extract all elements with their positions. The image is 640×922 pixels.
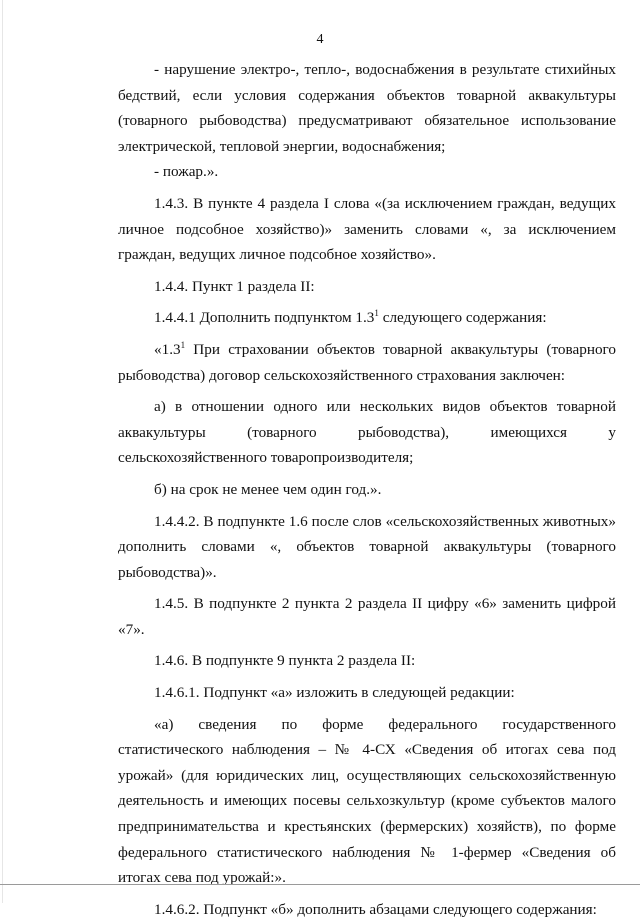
scan-edge — [2, 0, 3, 903]
paragraph-2: - пожар.». — [154, 163, 219, 181]
paragraph-4: 1.4.4. Пункт 1 раздела II: — [154, 277, 315, 295]
paragraph-8: б) на срок не менее чем один год.». — [154, 480, 382, 498]
paragraph-10: 1.4.5. В подпункте 2 пункта 2 раздела II цифру «6» заменить цифрой «7». — [118, 595, 616, 638]
paragraph-5-sup: 1 — [374, 308, 379, 319]
paragraph-12: 1.4.6.1. Подпункт «а» изложить в следующей редакции: — [154, 684, 515, 702]
paragraph-6-tail: При страховании объектов товарной аквакультуры (товарного рыбоводства) договор сельскохозяйственного страхования заключен: — [118, 340, 616, 384]
paragraph-6-text: «1.3 — [154, 340, 181, 358]
paragraph-6-sup: 1 — [180, 339, 186, 350]
paragraph-9: 1.4.4.2. В подпункте 1.6 после слов «сельскохозяйственных животных» дополнить словами «, объектов товарной аквакультуры (товарного рыбоводства)». — [118, 512, 616, 581]
paragraph-11: 1.4.6. В подпункте 9 пункта 2 раздела II: — [154, 652, 416, 670]
bottom-rule — [0, 884, 640, 885]
paragraph-1: - нарушение электро-, тепло-, водоснабжения в результате стихийных бедствий, если условия содержания объектов товарной аквакультуры (товарного рыбоводства) предусматривают обязательное использование электрической, тепловой энергии, водоснабжения; — [118, 61, 616, 155]
paragraph-5-tail: следующего содержания: — [378, 309, 547, 327]
paragraph-7: а) в отношении одного или нескольких видов объектов товарной аквакультуры (товарного рыбоводства), имеющихся у сельскохозяйственного товаропроизводителя; — [118, 398, 616, 467]
paragraph-3: 1.4.3. В пункте 4 раздела I слова «(за исключением граждан, ведущих личное подсобное хозяйство)» заменить словами «, за исключением граждан, ведущих личное подсобное хозяйство». — [118, 194, 616, 264]
document-body — [118, 57, 616, 922]
paragraph-5 — [118, 305, 616, 331]
paragraph-13: «а) сведения по форме федерального государственного статистического наблюдения – № 4-СХ «Сведения об итогах сева под урожай» (для юридических лиц, осуществляющих сельскохозяйственную деятельность и имеющих посевы сельхозкультур (кроме субъектов малого предпринимательства и крестьянских (фермерских) хозяйств), по форме федерального статистического наблюдения № 1-фермер «Сведения об итогах сева под урожай:». — [118, 715, 616, 887]
page-number: 4 — [316, 32, 324, 47]
paragraph-14: 1.4.6.2. Подпункт «б» дополнить абзацами следующего содержания: — [154, 900, 597, 918]
paragraph-6 — [118, 337, 616, 388]
paragraph-5-text: 1.4.4.1 Дополнить подпунктом 1.3 — [154, 309, 375, 327]
